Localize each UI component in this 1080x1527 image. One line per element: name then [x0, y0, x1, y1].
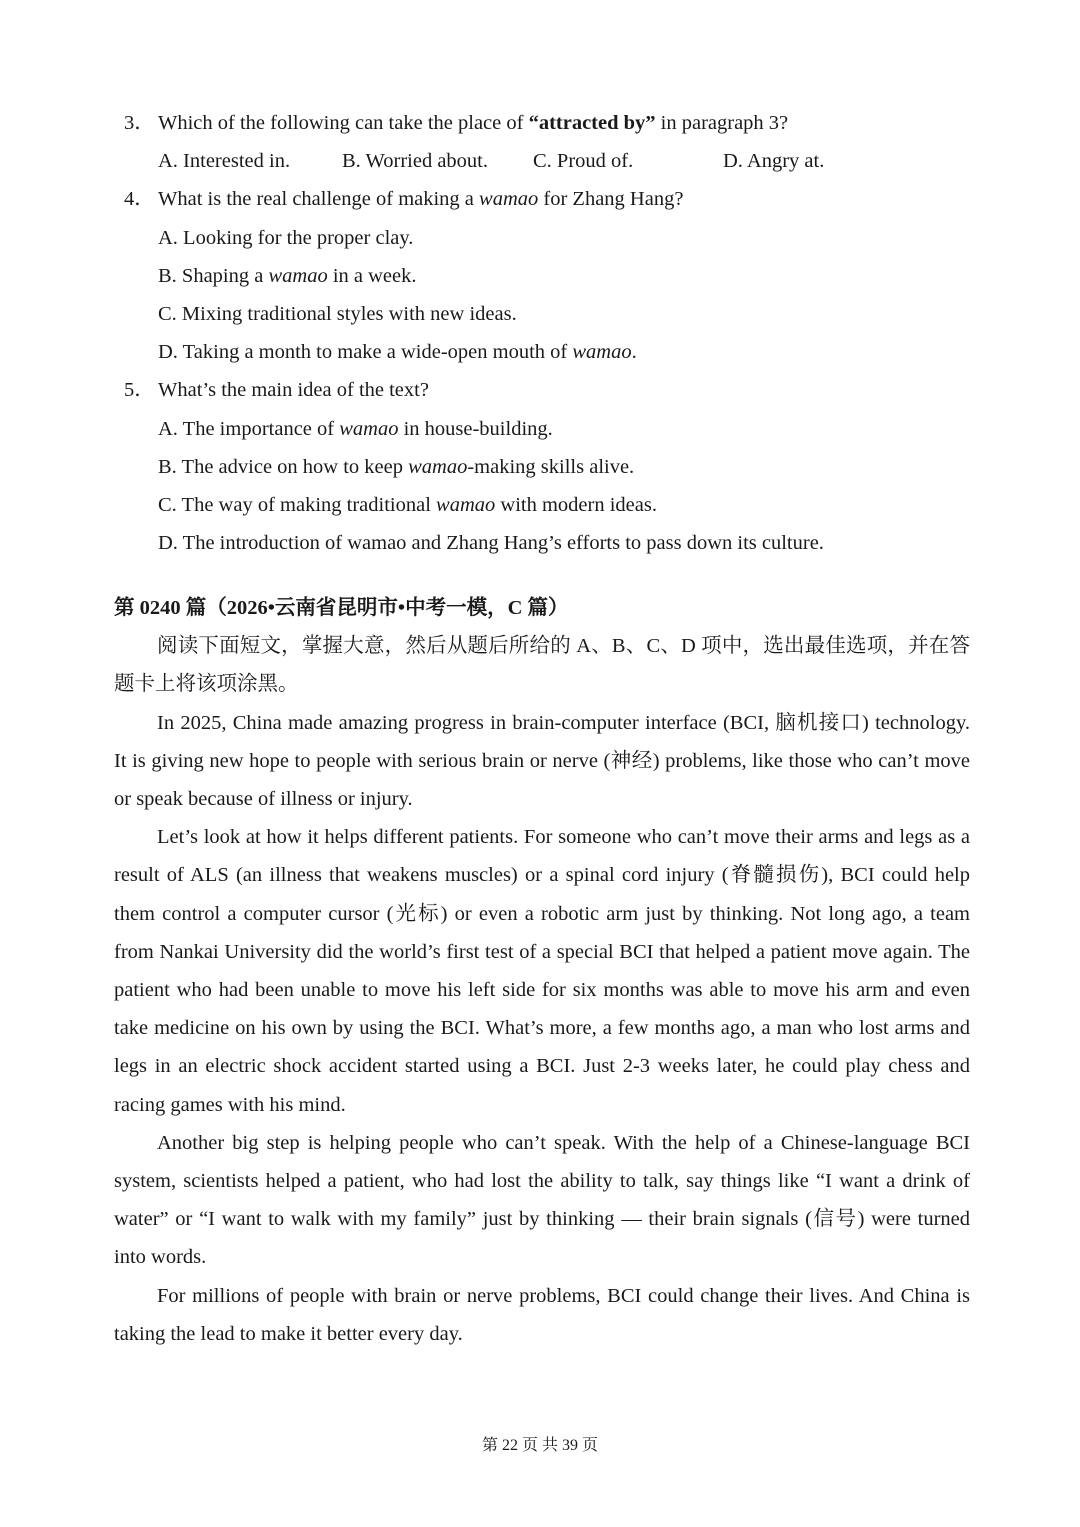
passage-paragraph-1: In 2025, China made amazing progress in brain-computer interface (BCI, 脑机接口) technology. It is giving new hope to people with serious brain or nerve (神经) problems, like those who can’t move or speak because of illness or injury.	[114, 711, 970, 810]
page-footer: 第 22 页 共 39 页	[481, 1437, 598, 1454]
option-b: B. Shaping a wamao in a week.	[158, 264, 417, 287]
option-d: D. Taking a month to make a wide-open mouth of wamao.	[158, 341, 637, 364]
option-d: D. The introduction of wamao and Zhang Hang’s efforts to pass down its culture.	[158, 532, 824, 555]
option-a: A. The importance of wamao in house-building.	[158, 417, 553, 440]
section-title: 第 0240 篇（2026•云南省昆明市•中考一模，C 篇）	[114, 597, 569, 619]
question-number: 4．	[124, 188, 155, 211]
question-list	[124, 104, 984, 562]
option-a: A. Interested in.	[158, 150, 291, 173]
option-c: C. Proud of.	[533, 150, 634, 173]
question-4-stem: 4． What is the real challenge of making a wamao for Zhang Hang?	[124, 180, 984, 218]
option-b: B. Worried about.	[342, 150, 489, 173]
passage-paragraph-2: Let’s look at how it helps different patients. For someone who can’t move their arms and legs as a result of ALS (an illness that weakens muscles) or a spinal cord injury (脊髓损伤), BCI could help them control a computer cursor (光标) or even a robotic arm just by thinking. Not long ago, a team from Nankai University did the world’s first test of a special BCI that helped a patient move again. The patient who had been unable to move his left side for six months was able to move his arm and even take medicine on his own by using the BCI. What’s more, a few months ago, a man who lost arms and legs in an electric shock accident started using a BCI. Just 2-3 weeks later, he could play chess and racing games with his mind.	[114, 826, 970, 1116]
option-d: D. Angry at.	[723, 150, 825, 173]
reading-section	[114, 589, 970, 1353]
option-b: B. The advice on how to keep wamao-making skills alive.	[158, 455, 635, 478]
quoted-phrase: “attracted by”	[528, 112, 656, 134]
option-c: C. The way of making traditional wamao with modern ideas.	[158, 493, 657, 516]
question-number: 5．	[124, 379, 155, 402]
instruction: 阅读下面短文，掌握大意，然后从题后所给的 A、B、C、D 项中，选出最佳选项，并在答题卡上将该项涂黑。	[114, 635, 970, 696]
passage-paragraph-3: Another big step is helping people who can’t speak. With the help of a Chinese-language BCI system, scientists helped a patient, who had lost the ability to talk, say things like “I want a drink of water” or “I want to walk with my family” just by thinking — their brain signals (信号) were turned into words.	[114, 1131, 970, 1269]
option-a: A. Looking for the proper clay.	[158, 226, 414, 249]
question-3-stem: 3． Which of the following can take the place of “attracted by” in paragraph 3?	[124, 104, 984, 142]
question-5-stem: 5． What’s the main idea of the text?	[124, 371, 984, 409]
passage-paragraph-4: For millions of people with brain or nerve problems, BCI could change their lives. And China is taking the lead to make it better every day.	[114, 1284, 970, 1345]
question-3-options	[124, 142, 984, 180]
option-c: C. Mixing traditional styles with new ideas.	[158, 302, 517, 325]
question-number: 3．	[124, 112, 155, 134]
